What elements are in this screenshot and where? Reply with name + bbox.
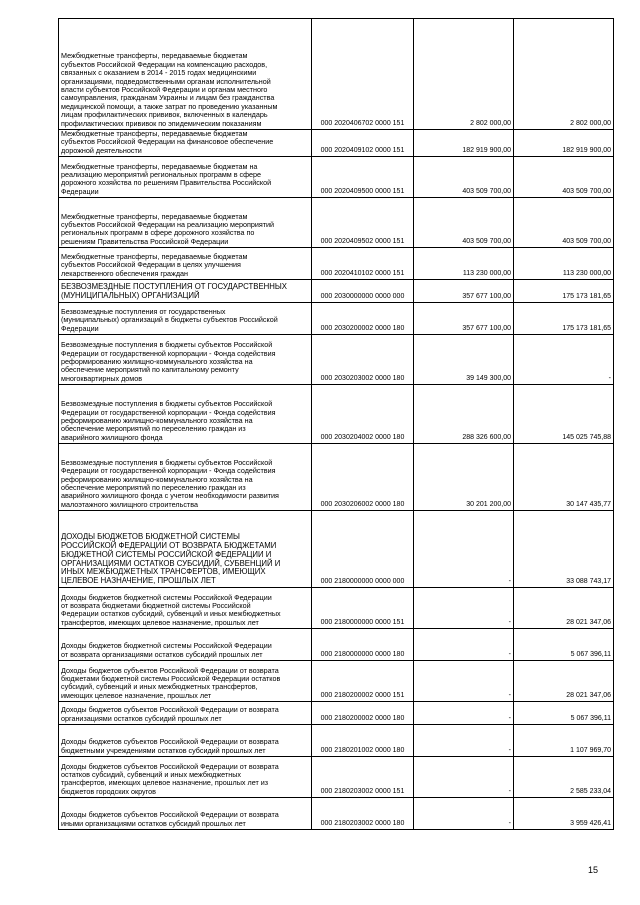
row-description: Безвозмездные поступления в бюджеты субъектов Российской Федерации от государственной корпорации - Фонда содействия реформированию жилищно-коммунального хозяйства на обеспечение мероприятий по переселению граждан из аварийного жилищного фонда с учетом необходимости развития малоэтажного жилищного строительства [59, 444, 312, 511]
row-description: Доходы бюджетов субъектов Российской Федерации от возврата иными организациями остатков субсидий прошлых лет [59, 798, 312, 830]
row-code: 000 2180000000 0000 000 [312, 511, 414, 588]
row-code: 000 2180203002 0000 180 [312, 798, 414, 830]
row-description: Межбюджетные трансферты, передаваемые бюджетам субъектов Российской Федерации на реализацию мероприятий региональных программ в сфере дорожного хозяйства по решениям Правительства Российской Федерации [59, 198, 312, 248]
row-executed-amount: 30 147 435,77 [514, 444, 614, 511]
row-executed-amount: 113 230 000,00 [514, 248, 614, 280]
row-description: Межбюджетные трансферты, передаваемые бюджетам субъектов Российской Федерации в целях улучшения лекарственного обеспечения граждан [59, 248, 312, 280]
row-code: 000 2180201002 0000 180 [312, 725, 414, 757]
row-executed-amount: 403 509 700,00 [514, 157, 614, 198]
row-approved-amount: 113 230 000,00 [414, 248, 514, 280]
revenue-table [58, 18, 614, 830]
table-row [59, 280, 614, 303]
row-executed-amount: 175 173 181,65 [514, 280, 614, 303]
row-executed-amount: 28 021 347,06 [514, 588, 614, 629]
row-executed-amount: 28 021 347,06 [514, 661, 614, 702]
row-description: Доходы бюджетов бюджетной системы Российской Федерации от возврата бюджетами бюджетной системы Российской Федерации остатков субсидий, субвенций и иных межбюджетных трансфертов, имеющих целевое назначение, прошлых лет [59, 588, 312, 629]
table-row [59, 157, 614, 198]
row-code: 000 2020410102 0000 151 [312, 248, 414, 280]
table-row [59, 798, 614, 830]
row-code: 000 2180000000 0000 180 [312, 629, 414, 661]
row-approved-amount: - [414, 757, 514, 798]
row-approved-amount: - [414, 588, 514, 629]
row-code: 000 2030203002 0000 180 [312, 335, 414, 385]
row-executed-amount: 5 067 396,11 [514, 629, 614, 661]
row-approved-amount: 182 919 900,00 [414, 130, 514, 157]
row-approved-amount: - [414, 702, 514, 725]
page-number: 15 [588, 865, 599, 875]
row-description: Безвозмездные поступления в бюджеты субъектов Российской Федерации от государственной корпорации - Фонда содействия реформированию жилищно-коммунального хозяйства на обеспечение мероприятий по капитальному ремонту многоквартирных домов [59, 335, 312, 385]
table-row [59, 198, 614, 248]
row-executed-amount: 182 919 900,00 [514, 130, 614, 157]
row-approved-amount: 403 509 700,00 [414, 157, 514, 198]
row-code: 000 2030206002 0000 180 [312, 444, 414, 511]
row-executed-amount: 33 088 743,17 [514, 511, 614, 588]
row-description: БЕЗВОЗМЕЗДНЫЕ ПОСТУПЛЕНИЯ ОТ ГОСУДАРСТВЕННЫХ (МУНИЦИПАЛЬНЫХ) ОРГАНИЗАЦИЙ [59, 280, 312, 303]
table-row [59, 335, 614, 385]
row-code: 000 2180000000 0000 151 [312, 588, 414, 629]
row-code: 000 2180203002 0000 151 [312, 757, 414, 798]
row-description: Доходы бюджетов субъектов Российской Федерации от возврата бюджетными учреждениями остатков субсидий прошлых лет [59, 725, 312, 757]
table-row [59, 588, 614, 629]
row-description: Доходы бюджетов бюджетной системы Российской Федерации от возврата организациями остатков субсидий прошлых лет [59, 629, 312, 661]
table-row [59, 757, 614, 798]
row-code: 000 2020409500 0000 151 [312, 157, 414, 198]
row-approved-amount: 39 149 300,00 [414, 335, 514, 385]
row-description: Доходы бюджетов субъектов Российской Федерации от возврата организациями остатков субсидий прошлых лет [59, 702, 312, 725]
row-executed-amount: 145 025 745,88 [514, 385, 614, 444]
row-approved-amount: 30 201 200,00 [414, 444, 514, 511]
table-row [59, 661, 614, 702]
table-row [59, 248, 614, 280]
row-approved-amount: 288 326 600,00 [414, 385, 514, 444]
revenue-table-body [59, 19, 614, 830]
row-approved-amount: - [414, 798, 514, 830]
row-executed-amount: - [514, 335, 614, 385]
row-executed-amount: 175 173 181,65 [514, 303, 614, 335]
row-description: Межбюджетные трансферты, передаваемые бюджетам субъектов Российской Федерации на финансовое обеспечение дорожной деятельности [59, 130, 312, 157]
row-approved-amount: 2 802 000,00 [414, 19, 514, 130]
row-code: 000 2030200002 0000 180 [312, 303, 414, 335]
row-description: Доходы бюджетов субъектов Российской Федерации от возврата остатков субсидий, субвенций и иных межбюджетных трансфертов, имеющих целевое назначение, прошлых лет из бюджетов городских округов [59, 757, 312, 798]
row-description: Межбюджетные трансферты, передаваемые бюджетам на реализацию мероприятий региональных программ в сфере дорожного хозяйства по решениям Правительства Российской Федерации [59, 157, 312, 198]
row-approved-amount: - [414, 511, 514, 588]
row-code: 000 2180200002 0000 151 [312, 661, 414, 702]
row-description: Доходы бюджетов субъектов Российской Федерации от возврата бюджетами бюджетной системы Российской Федерации остатков субсидий, субвенций и иных межбюджетных трансфертов, имеющих целевое назначение, прошлых лет [59, 661, 312, 702]
row-executed-amount: 2 802 000,00 [514, 19, 614, 130]
row-code: 000 2180200002 0000 180 [312, 702, 414, 725]
row-approved-amount: 357 677 100,00 [414, 303, 514, 335]
table-row [59, 629, 614, 661]
row-code: 000 2030000000 0000 000 [312, 280, 414, 303]
table-row [59, 19, 614, 130]
row-executed-amount: 403 509 700,00 [514, 198, 614, 248]
row-code: 000 2030204002 0000 180 [312, 385, 414, 444]
row-description: Межбюджетные трансферты, передаваемые бюджетам субъектов Российской Федерации на компенсацию расходов, связанных с оказанием в 2014 - 2015 годах медицинскими организациями, подведомственными органам исполнительной власти субъектов Российской Федерации и органам местного самоуправления, гражданам Украины и лицам без гражданства медицинской помощи, а также затрат по проведению указанным лицам профилактических прививок, включенных в календарь профилактических прививок по эпидемическим показаниям [59, 19, 312, 130]
row-code: 000 2020409502 0000 151 [312, 198, 414, 248]
table-row [59, 444, 614, 511]
row-code: 000 2020406702 0000 151 [312, 19, 414, 130]
row-description: ДОХОДЫ БЮДЖЕТОВ БЮДЖЕТНОЙ СИСТЕМЫ РОССИЙСКОЙ ФЕДЕРАЦИИ ОТ ВОЗВРАТА БЮДЖЕТАМИ БЮДЖЕТНОЙ СИСТЕМЫ РОССИЙСКОЙ ФЕДЕРАЦИИ И ОРГАНИЗАЦИЯМИ ОСТАТКОВ СУБСИДИЙ, СУБВЕНЦИЙ И ИНЫХ МЕЖБЮДЖЕТНЫХ ТРАНСФЕРТОВ, ИМЕЮЩИХ ЦЕЛЕВОЕ НАЗНАЧЕНИЕ, ПРОШЛЫХ ЛЕТ [59, 511, 312, 588]
row-description: Безвозмездные поступления от государственных (муниципальных) организаций в бюджеты субъектов Российской Федерации [59, 303, 312, 335]
table-row [59, 303, 614, 335]
table-row [59, 385, 614, 444]
row-description: Безвозмездные поступления в бюджеты субъектов Российской Федерации от государственной корпорации - Фонда содействия реформированию жилищно-коммунального хозяйства на обеспечение мероприятий по переселению граждан из аварийного жилищного фонда [59, 385, 312, 444]
row-approved-amount: - [414, 629, 514, 661]
row-approved-amount: - [414, 725, 514, 757]
table-row [59, 130, 614, 157]
row-executed-amount: 2 585 233,04 [514, 757, 614, 798]
table-row [59, 702, 614, 725]
table-row [59, 511, 614, 588]
row-approved-amount: 357 677 100,00 [414, 280, 514, 303]
row-approved-amount: - [414, 661, 514, 702]
row-approved-amount: 403 509 700,00 [414, 198, 514, 248]
row-executed-amount: 3 959 426,41 [514, 798, 614, 830]
table-row [59, 725, 614, 757]
row-executed-amount: 5 067 396,11 [514, 702, 614, 725]
row-code: 000 2020409102 0000 151 [312, 130, 414, 157]
row-executed-amount: 1 107 969,70 [514, 725, 614, 757]
